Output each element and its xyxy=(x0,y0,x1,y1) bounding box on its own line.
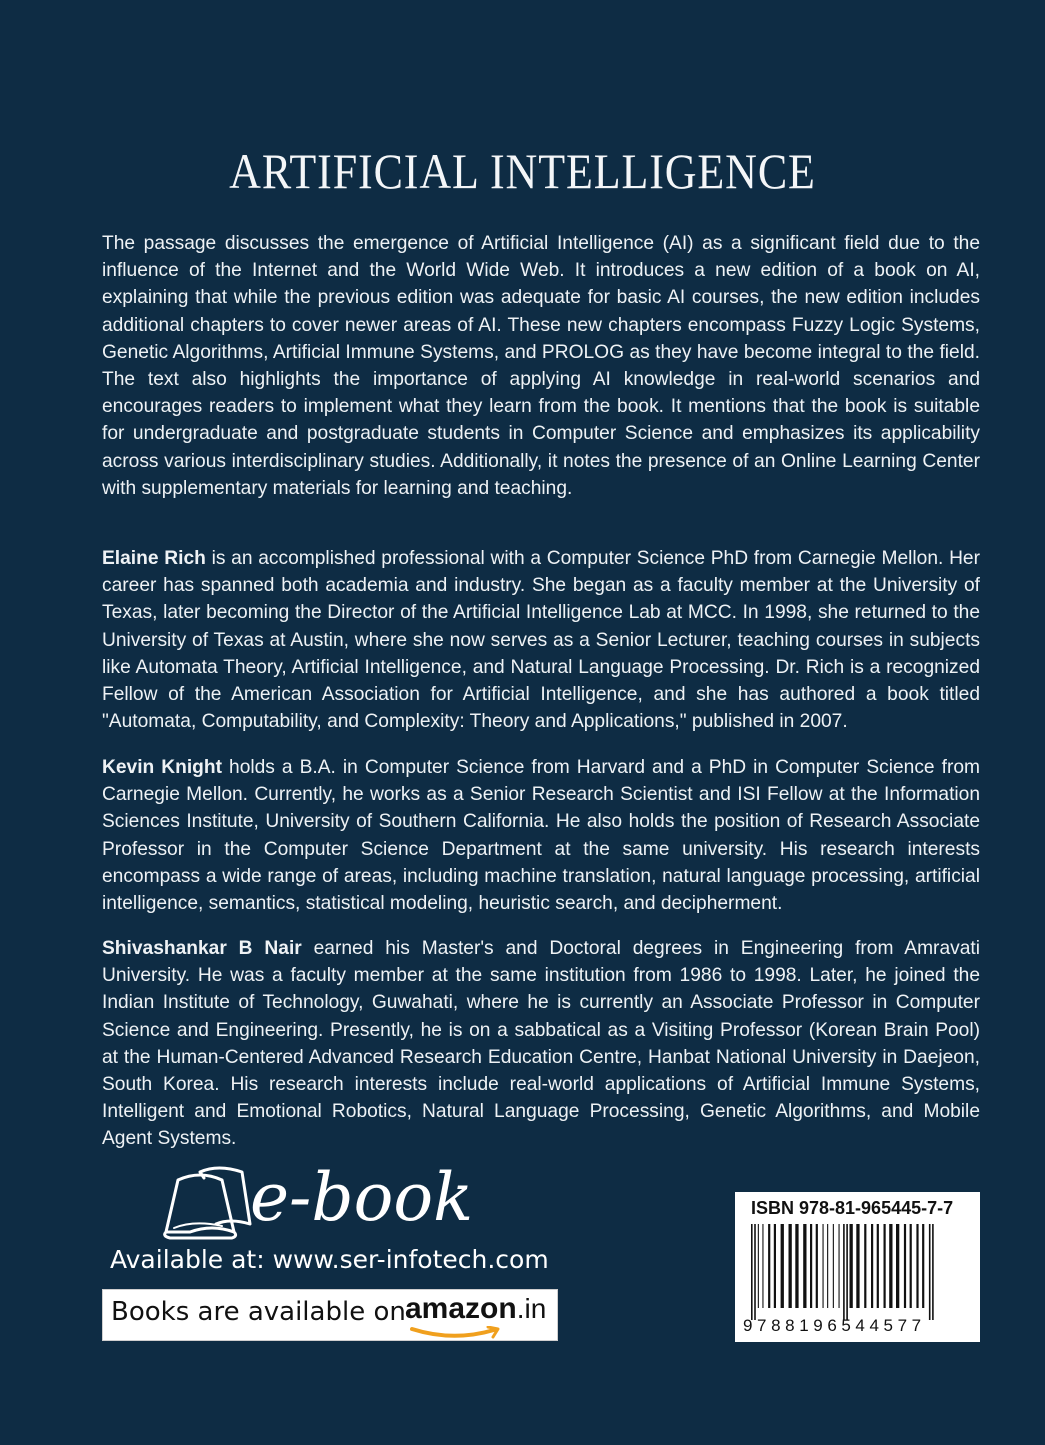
ebook-logo xyxy=(160,1158,500,1240)
amazon-tld: .in xyxy=(516,1293,547,1324)
barcode-digits: 9788196544577 xyxy=(743,1316,926,1335)
isbn-barcode-panel xyxy=(735,1192,980,1342)
svg-text:e-book: e-book xyxy=(250,1159,474,1236)
author-bio-text: holds a B.A. in Computer Science from Harvard and a PhD in Computer Science from Carnegie Mellon. Currently, he works as a Senior Research Scientist and ISI Fellow at the Information Sciences Institute, University of Southern California. He also holds the position of Research Associate Professor in the Computer Science Department at the same university. His research interests encompass a wide range of areas, including machine translation, natural language processing, artificial intelligence, semantics, statistical modeling, heuristic search, and decipherment. xyxy=(102,757,980,915)
author-name: Shivashankar B Nair xyxy=(102,938,302,959)
author-bio-elaine-rich xyxy=(102,545,980,735)
author-bio-shivashankar-nair xyxy=(102,935,980,1153)
author-bio-text: is an accomplished professional with a Computer Science PhD from Carnegie Mellon. Her career has spanned both academia and industry. She began as a faculty member at the University of Texas, later becoming the Director of the Artificial Intelligence Lab at MCC. In 1998, she returned to the University of Texas at Austin, where she now serves as a Senior Lecturer, teaching courses in subjects like Automata Theory, Artificial Intelligence, and Natural Language Processing. Dr. Rich is a recognized Fellow of the American Association for Artificial Intelligence, and she has authored a book titled "Automata, Computability, and Complexity: Theory and Applications," published in 2007. xyxy=(102,548,980,733)
barcode-icon xyxy=(749,1224,975,1320)
author-bio-text: earned his Master's and Doctoral degrees in Engineering from Amravati University. He was a faculty member at the same institution from 1986 to 1998. Later, he joined the Indian Institute of Technology, Guwahati, where he is currently an Associate Professor in Computer Science and Engineering. Presently, he is on a sabbatical as a Visiting Professor (Korean Brain Pool) at the Human-Centered Advanced Research Education Centre, Hanbat National University in Daejeon, South Korea. His research interests include real-world applications of Artificial Immune Systems, Intelligent and Emotional Robotics, Natural Language Processing, Genetic Algorithms, and Mobile Agent Systems. xyxy=(102,938,980,1150)
book-title: ARTIFICIAL INTELLIGENCE xyxy=(229,142,816,199)
amazon-smile-icon xyxy=(408,1326,508,1340)
author-bio-kevin-knight xyxy=(102,754,980,917)
amazon-brand: amazon xyxy=(405,1292,517,1325)
author-name: Kevin Knight xyxy=(102,757,223,778)
amazon-logo xyxy=(405,1292,546,1326)
book-description xyxy=(102,230,980,502)
amazon-banner-text: Books are available on xyxy=(111,1297,406,1327)
description-paragraph: The passage discusses the emergence of Artificial Intelligence (AI) as a significant field due to the influence of the Internet and the World Wide Web. It introduces a new edition of a book on AI, explaining that while the previous edition was adequate for basic AI courses, the new edition includes additional chapters to cover newer areas of AI. These new chapters encompass Fuzzy Logic Systems, Genetic Algorithms, Artificial Immune Systems, and PROLOG as they have become integral to the field. The text also highlights the importance of applying AI knowledge in real-world scenarios and encourages readers to implement what they learn from the book. It mentions that the book is suitable for undergraduate and postgraduate students in Computer Science and emphasizes its applicability across various interdisciplinary studies. Additionally, it notes the presence of an Online Learning Center with supplementary materials for learning and teaching. xyxy=(102,233,980,499)
isbn-label: ISBN 978-81-965445-7-7 xyxy=(751,1198,954,1218)
amazon-banner xyxy=(102,1289,558,1341)
author-name: Elaine Rich xyxy=(102,548,206,569)
ebook-availability: Available at: www.ser-infotech.com xyxy=(110,1245,549,1274)
